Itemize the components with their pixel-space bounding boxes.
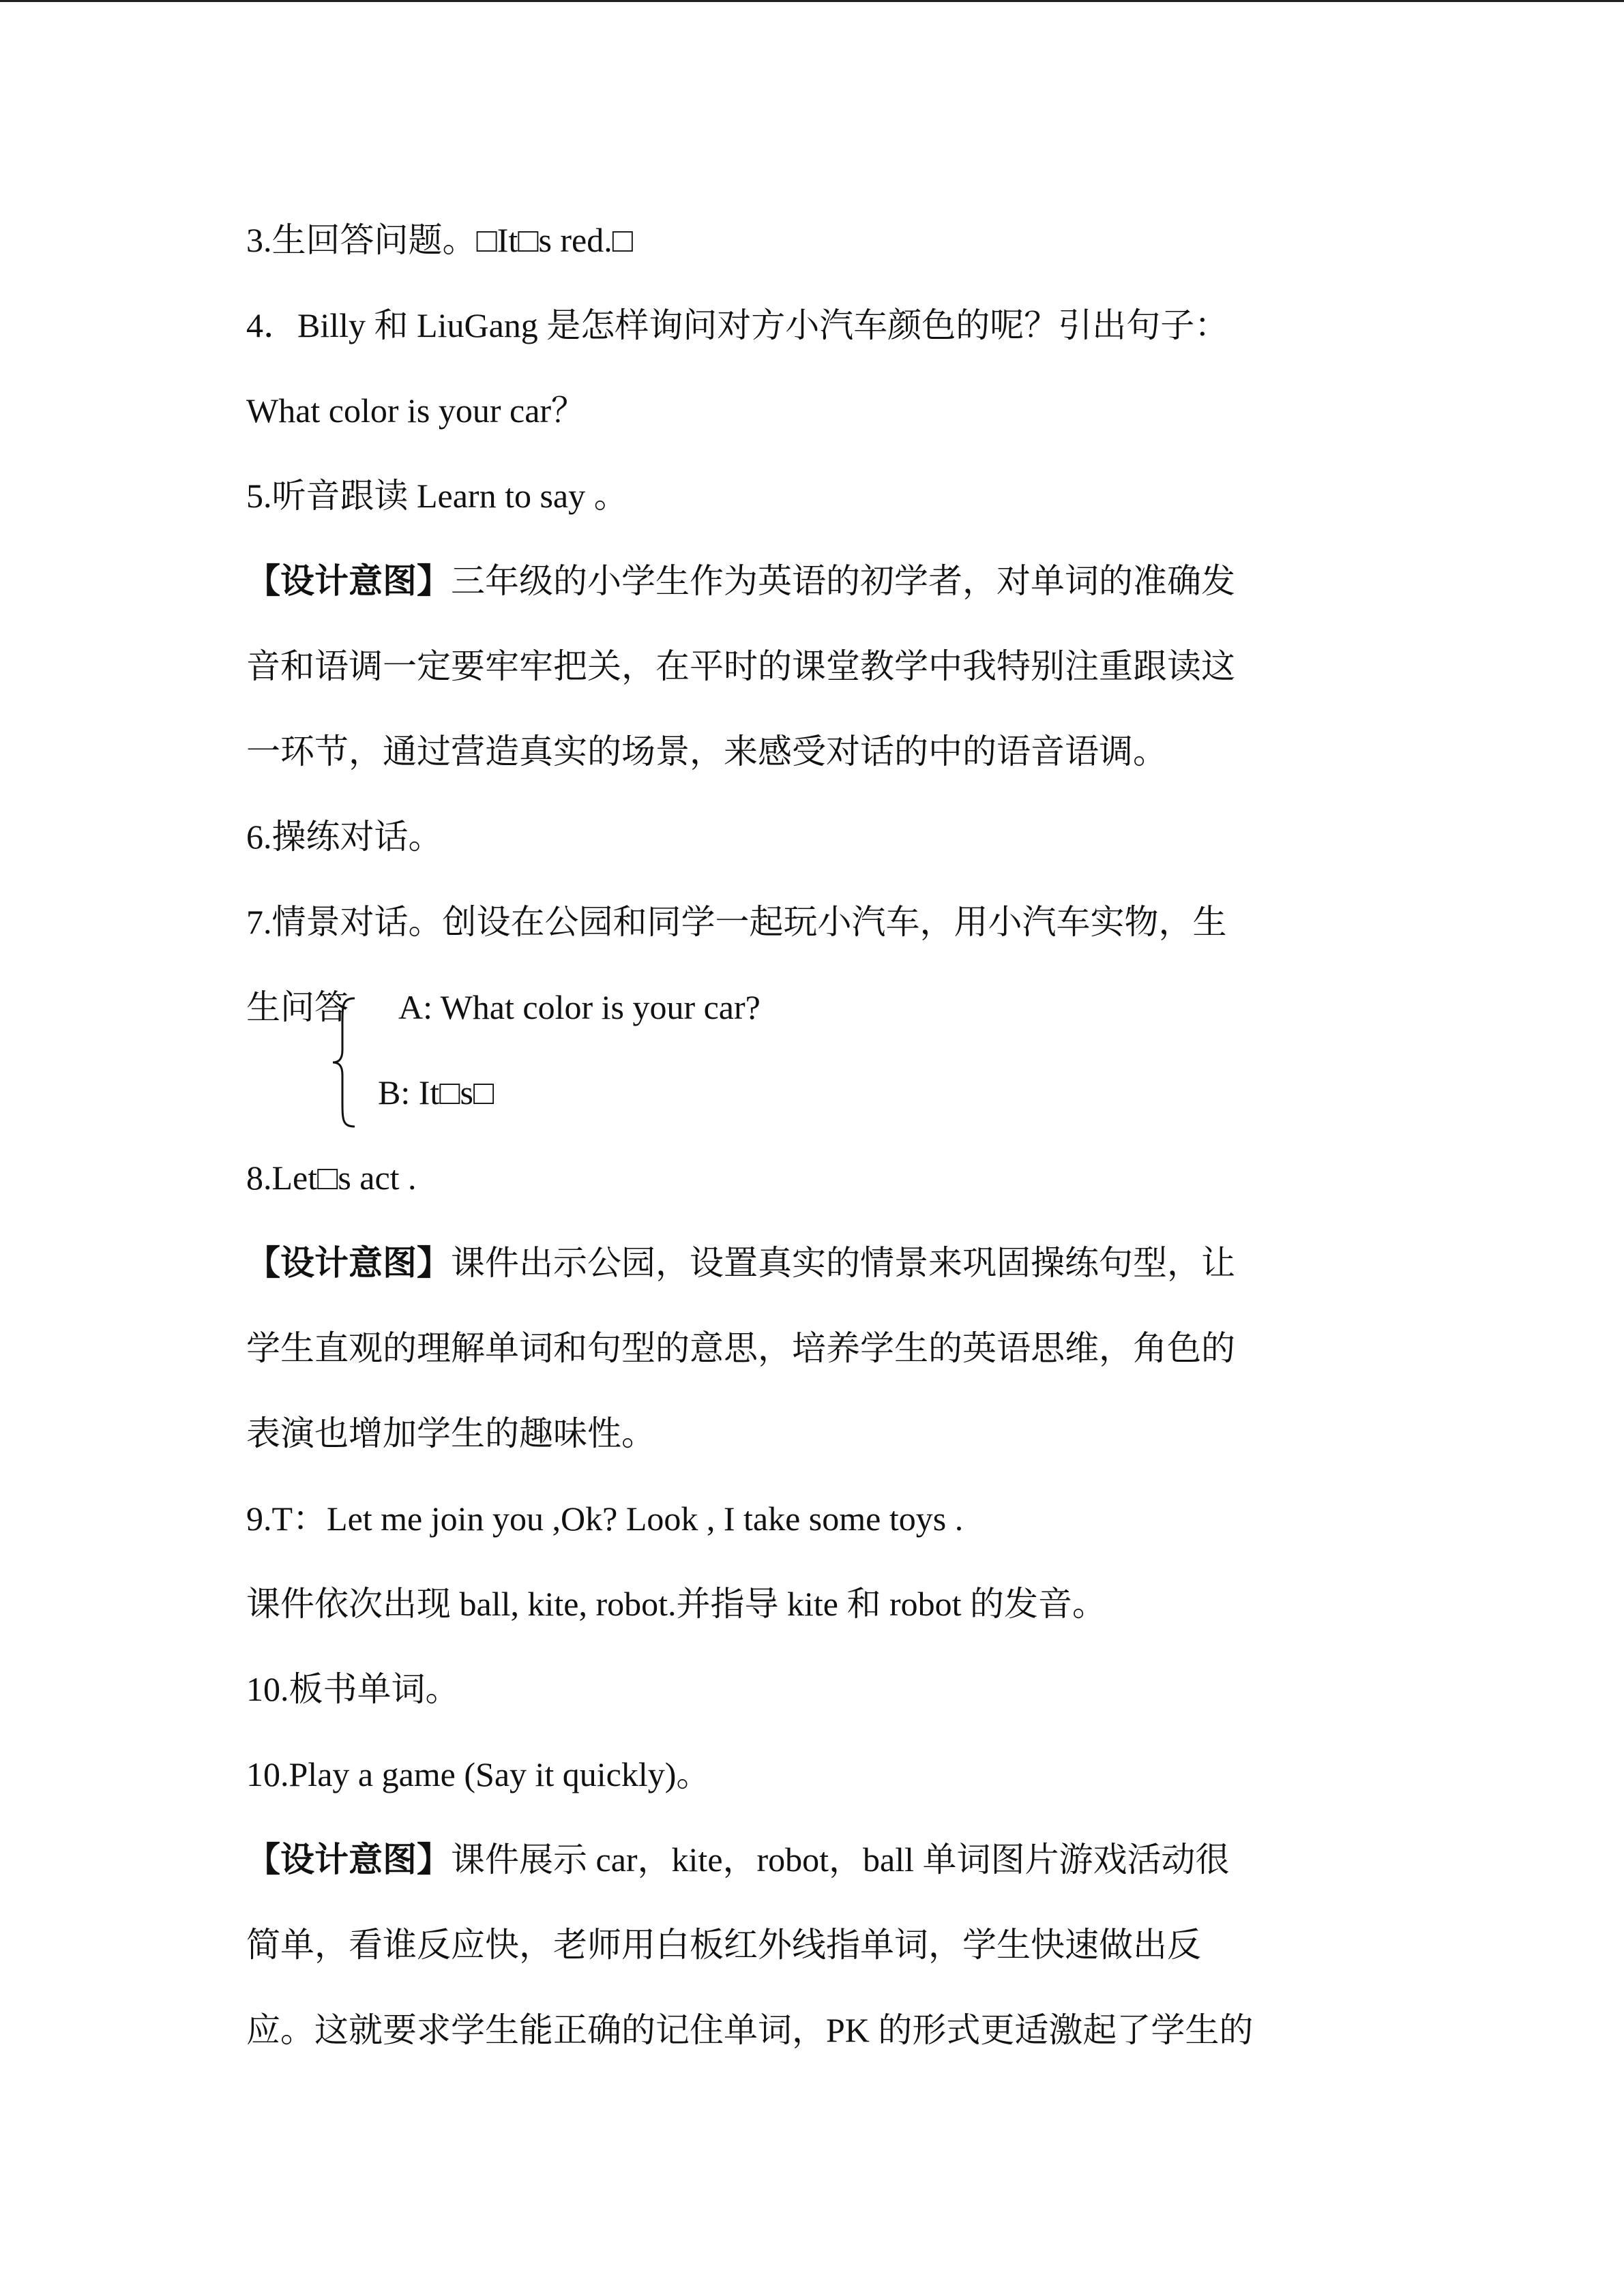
design-note-text: 课件出示公园，设置真实的情景来巩固操练句型，让 <box>451 1244 1235 1282</box>
design-note-1-cont-b: 一环节，通过营造真实的场景，来感受对话的中的语音语调。 <box>246 732 1167 771</box>
design-note-3 <box>246 1838 1230 1881</box>
design-note-1 <box>246 560 1235 602</box>
line-step-4: 4．Billy 和 LiuGang 是怎样询问对方小汽车颜色的呢？引出句子： <box>246 306 1229 344</box>
dialogue-line-a: A: What color is your car? <box>398 988 761 1026</box>
line-step-6: 6.操练对话。 <box>246 818 443 856</box>
line-step-3: 3.生回答问题。□It□s red.□ <box>246 221 633 259</box>
line-step-9-cont: 课件依次出现 ball, kite, robot.并指导 kite 和 robot 的发音。 <box>246 1585 1107 1623</box>
design-note-2-cont-b: 表演也增加学生的趣味性。 <box>246 1414 655 1452</box>
line-step-10b: 10.Play a game (Say it quickly)。 <box>246 1755 711 1793</box>
design-note-text: 三年级的小学生作为英语的初学者，对单词的准确发 <box>451 562 1235 600</box>
design-note-label: 【设计意图】 <box>246 1244 451 1282</box>
design-note-text: 课件展示 car，kite，robot，ball 单词图片游戏活动很 <box>451 1840 1230 1879</box>
design-note-label: 【设计意图】 <box>246 1840 451 1879</box>
line-step-8: 8.Let□s act . <box>246 1159 417 1197</box>
line-step-10a: 10.板书单词。 <box>246 1670 460 1708</box>
dialogue-line-b: B: It□s□ <box>378 1073 494 1112</box>
top-border-line <box>0 0 1624 2</box>
design-note-2-cont-a: 学生直观的理解单词和句型的意思，培养学生的英语思维，角色的 <box>246 1329 1235 1367</box>
line-step-7: 7.情景对话。创设在公园和同学一起玩小汽车，用小汽车实物，生 <box>246 903 1227 941</box>
design-note-2 <box>246 1242 1235 1284</box>
curly-brace <box>330 997 357 1128</box>
line-question-sentence: What color is your car？ <box>246 391 586 430</box>
design-note-3-cont-b: 应。这就要求学生能正确的记住单词，PK 的形式更适激起了学生的 <box>246 2011 1254 2049</box>
design-note-label: 【设计意图】 <box>246 562 451 600</box>
line-step-9: 9.T：Let me join you ,Ok? Look , I take some toys . <box>246 1500 964 1538</box>
design-note-3-cont-a: 简单，看谁反应快，老师用白板红外线指单词，学生快速做出反 <box>246 1926 1201 1964</box>
line-step-7-cont: 生问答 <box>246 988 349 1026</box>
line-step-5: 5.听音跟读 Learn to say 。 <box>246 477 628 515</box>
design-note-1-cont-a: 音和语调一定要牢牢把关，在平时的课堂教学中我特别注重跟读这 <box>246 647 1235 685</box>
